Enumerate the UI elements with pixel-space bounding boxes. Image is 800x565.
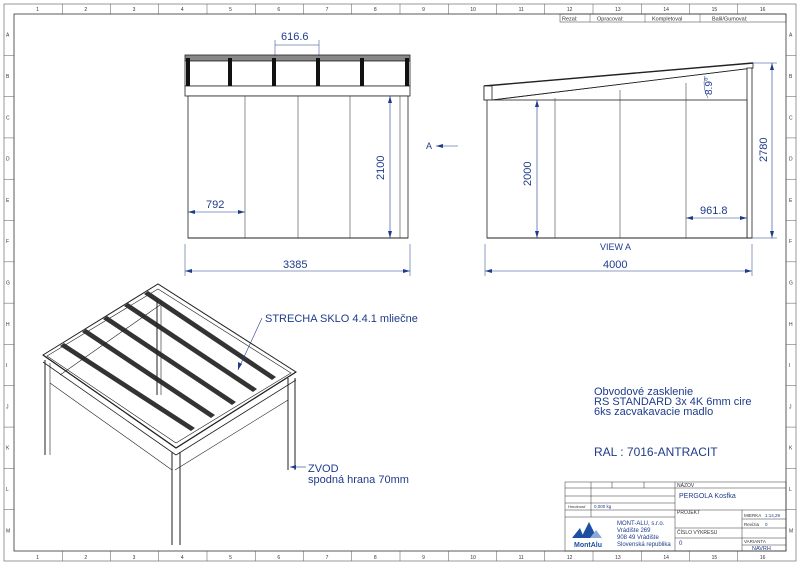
scale-label: MIERKA — [744, 513, 762, 518]
company-name: MontAlu — [574, 542, 602, 549]
mass-value: 0,000 kg — [594, 504, 612, 509]
frame-row-letter: C — [6, 115, 10, 122]
company-line3: 908 49 Vrádište — [617, 535, 659, 541]
frame-row-letter: J — [789, 404, 792, 411]
side-view-label: VIEW A — [600, 242, 632, 252]
company-logo — [572, 522, 602, 549]
frame-column-number: 1 — [36, 7, 39, 13]
frame-column-number: 5 — [229, 555, 232, 561]
frame-column-number: 10 — [470, 555, 476, 561]
front-view — [185, 31, 410, 276]
frame-column-number: 15 — [711, 7, 718, 13]
drawing-no-value: 0 — [679, 541, 683, 547]
side-dim-total-height: 2780 — [758, 137, 770, 162]
frame-column-number: 8 — [373, 7, 377, 13]
frame-column-number: 14 — [663, 7, 669, 13]
mass-label: Hmotnosť — [568, 504, 586, 509]
name-label: NÁZOV — [677, 483, 695, 489]
variant-value: NAVRH — [752, 546, 771, 552]
frame-column-number: 10 — [470, 7, 476, 13]
side-dim-height: 2000 — [522, 161, 534, 186]
frame-row-letter: H — [789, 321, 793, 328]
frame-column-number: 16 — [759, 555, 766, 561]
company-line1: MONT-ALU, s.r.o. — [617, 521, 665, 527]
frame-row-letter: E — [6, 197, 10, 204]
frame-row-letter: D — [6, 156, 10, 163]
side-dim-panel: 961.8 — [700, 205, 728, 217]
frame-column-number: 12 — [566, 555, 573, 561]
roof-annotation: STRECHA SKLO 4.4.1 mliečne — [265, 313, 418, 325]
scale-value: 1:14,29 — [765, 513, 781, 518]
header-label-balil: Balil/Gumoval: — [712, 16, 748, 23]
frame-row-letter: M — [6, 528, 11, 535]
frame-column-number: 3 — [132, 555, 136, 561]
front-dim-width: 3385 — [283, 259, 308, 271]
frame-column-number: 7 — [325, 555, 329, 561]
frame-row-letter: A — [789, 32, 793, 39]
side-view — [484, 63, 777, 276]
view-a-arrow-label: A — [426, 141, 433, 151]
name-value: PERGOLA Kosfka — [679, 493, 736, 500]
frame-row-letter: F — [6, 239, 10, 246]
header-label-kompletoval: Kompletoval — [652, 16, 683, 23]
glazing-annotation-line1: Obvodové zasklenie — [594, 386, 694, 398]
frame-column-number: 11 — [518, 555, 524, 561]
frame-column-number: 13 — [615, 555, 621, 561]
frame-column-number: 4 — [180, 555, 184, 561]
frame-column-number: 14 — [663, 555, 669, 561]
front-dim-height: 2100 — [375, 155, 387, 180]
frame-column-number: 9 — [422, 555, 425, 561]
frame-row-letter: G — [6, 280, 10, 287]
frame-column-number: 5 — [229, 7, 232, 13]
frame-row-letter: F — [789, 239, 793, 246]
header-label-opracoval: Opracoval: — [597, 16, 624, 23]
frame-column-number: 1 — [36, 555, 39, 561]
frame-column-number: 8 — [373, 555, 377, 561]
variant-label: VARIANTA — [744, 539, 766, 544]
project-label: PROJEKT — [677, 510, 701, 516]
frame-column-number: 2 — [84, 7, 88, 13]
gutter-annotation-line2: spodná hrana 70mm — [308, 474, 409, 486]
frame-column-number: 9 — [422, 7, 425, 13]
frame-column-number: 6 — [277, 7, 281, 13]
front-dim-panel: 792 — [206, 199, 225, 211]
gutter-annotation-leader — [290, 465, 306, 469]
frame-row-letter: I — [6, 363, 8, 370]
glazing-annotation-line3: 6ks zacvakavacie madlo — [594, 406, 714, 418]
frame-row-letter: K — [6, 445, 10, 452]
side-dim-slope: 8.9° — [704, 77, 715, 95]
company-line2: Vrádište 269 — [617, 528, 651, 534]
frame-row-letter: B — [6, 73, 10, 80]
frame-row-letter: L — [789, 487, 792, 494]
frame-row-letter: B — [789, 73, 793, 80]
frame-row-letter: J — [6, 404, 9, 411]
frame-row-letter: C — [789, 115, 793, 122]
frame-column-number: 13 — [615, 7, 621, 13]
frame-row-letter: K — [789, 445, 793, 452]
isometric-view — [43, 284, 296, 545]
frame-row-letter: L — [6, 487, 9, 494]
frame-column-number: 12 — [566, 7, 573, 13]
header-box — [560, 14, 786, 23]
side-dim-width: 4000 — [603, 259, 628, 271]
frame-row-letter: D — [789, 156, 793, 163]
frame-row-letter: M — [789, 528, 794, 535]
frame-column-number: 4 — [180, 7, 184, 13]
frame-row-letter: G — [789, 280, 793, 287]
company-line4: Slovenská republika — [617, 542, 671, 548]
view-a-arrow — [426, 141, 458, 151]
revision-label: Revízia — [744, 522, 760, 527]
frame-column-number: 15 — [711, 555, 718, 561]
ral-annotation: RAL : 7016-ANTRACIT — [594, 445, 718, 459]
frame-row-letter: H — [6, 321, 10, 328]
frame-row-letter: A — [6, 32, 10, 39]
frame-column-number: 7 — [325, 7, 329, 13]
frame-column-number: 11 — [518, 7, 524, 13]
frame-row-letter: I — [789, 363, 791, 370]
revision-value: 0 — [765, 522, 768, 527]
frame-column-number: 3 — [132, 7, 136, 13]
front-dim-top: 616.6 — [281, 31, 309, 43]
drawing-no-label: ČÍSLO VÝKRESU — [677, 530, 718, 536]
glazing-annotation-line2: RS STANDARD 3x 4K 6mm cire — [594, 396, 752, 408]
frame-row-letter: E — [789, 197, 793, 204]
gutter-annotation-line1: ZVOD — [308, 463, 339, 475]
frame-column-number: 16 — [759, 7, 766, 13]
header-label-rezal: Rezal: — [562, 16, 578, 23]
frame-column-number: 6 — [277, 555, 281, 561]
frame-column-number: 2 — [84, 555, 88, 561]
